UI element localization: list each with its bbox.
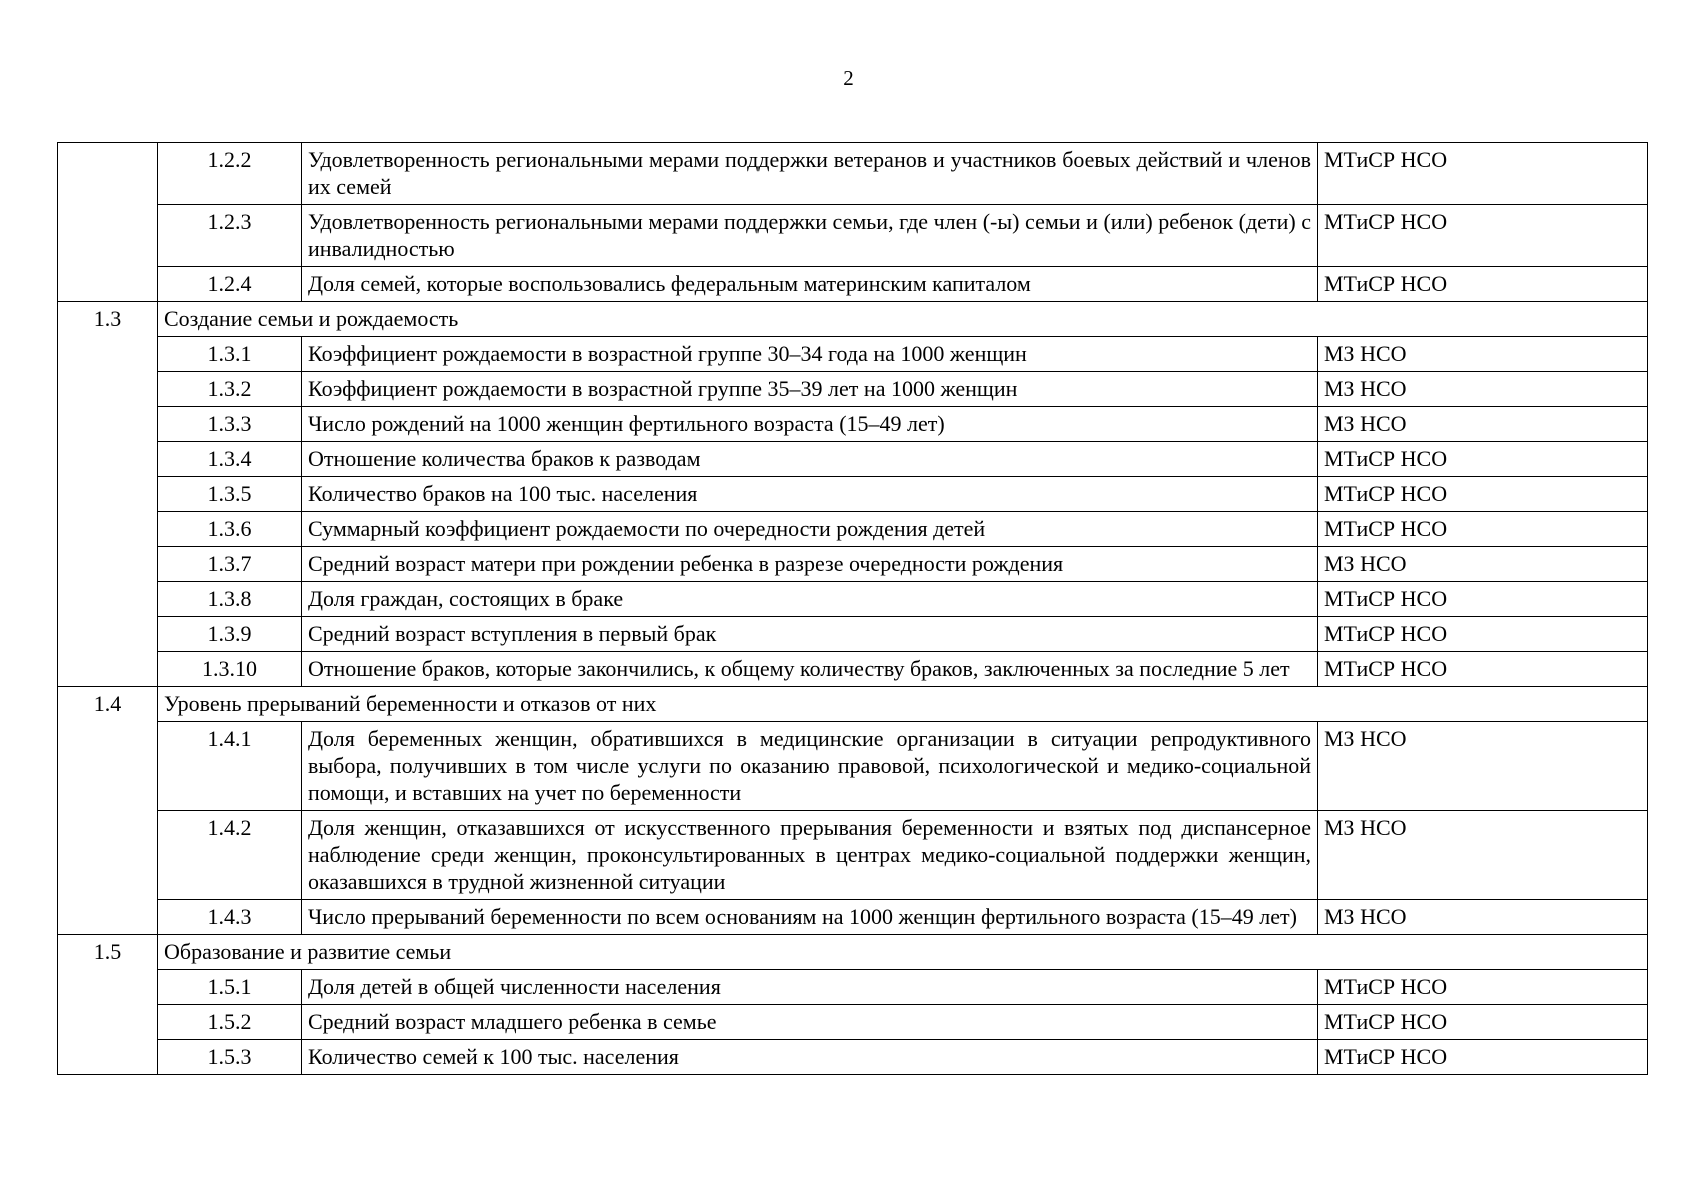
table-row (58, 652, 1648, 687)
indicator-code: 1.4.2 (158, 811, 302, 900)
responsible-org: МЗ НСО (1318, 811, 1648, 900)
indicator-name: Удовлетворенность региональными мерами поддержки ветеранов и участников боевых действий и членов их семей (302, 143, 1318, 205)
indicator-code: 1.3.10 (158, 652, 302, 687)
table-row (58, 442, 1648, 477)
responsible-org: МТиСР НСО (1318, 143, 1648, 205)
indicator-name: Доля детей в общей численности населения (302, 970, 1318, 1005)
indicator-name: Суммарный коэффициент рождаемости по очередности рождения детей (302, 512, 1318, 547)
indicator-name: Количество браков на 100 тыс. населения (302, 477, 1318, 512)
section-header-row (58, 687, 1648, 722)
indicator-code: 1.3.5 (158, 477, 302, 512)
indicator-code: 1.3.6 (158, 512, 302, 547)
section-header-row (58, 302, 1648, 337)
indicator-name: Средний возраст вступления в первый брак (302, 617, 1318, 652)
responsible-org: МЗ НСО (1318, 372, 1648, 407)
indicator-code: 1.3.8 (158, 582, 302, 617)
indicator-name: Средний возраст матери при рождении ребенка в разрезе очередности рождения (302, 547, 1318, 582)
indicator-code: 1.5.3 (158, 1040, 302, 1075)
responsible-org: МТиСР НСО (1318, 652, 1648, 687)
responsible-org: МЗ НСО (1318, 547, 1648, 582)
table-row (58, 970, 1648, 1005)
table-row (58, 512, 1648, 547)
section-header-row (58, 935, 1648, 970)
indicator-name: Число рождений на 1000 женщин фертильного возраста (15–49 лет) (302, 407, 1318, 442)
indicator-code: 1.5.2 (158, 1005, 302, 1040)
indicator-name: Доля женщин, отказавшихся от искусственного прерывания беременности и взятых под диспансерное наблюдение среди женщин, проконсультированных в центрах медико-социальной поддержки женщин, оказавшихся в трудной жизненной ситуации (302, 811, 1318, 900)
responsible-org: МЗ НСО (1318, 722, 1648, 811)
table-row (58, 337, 1648, 372)
indicator-code: 1.3.2 (158, 372, 302, 407)
indicators-table (57, 142, 1648, 1075)
indicator-name: Отношение количества браков к разводам (302, 442, 1318, 477)
responsible-org: МТиСР НСО (1318, 1005, 1648, 1040)
indicator-name: Средний возраст младшего ребенка в семье (302, 1005, 1318, 1040)
responsible-org: МТиСР НСО (1318, 267, 1648, 302)
indicator-name: Доля семей, которые воспользовались федеральным материнским капиталом (302, 267, 1318, 302)
responsible-org: МЗ НСО (1318, 407, 1648, 442)
table-row (58, 477, 1648, 512)
responsible-org: МТиСР НСО (1318, 477, 1648, 512)
indicator-name: Доля беременных женщин, обратившихся в медицинские организации в ситуации репродуктивного выбора, получивших в том числе услуги по оказанию правовой, психологической и медико-социальной помощи, и вставших на учет по беременности (302, 722, 1318, 811)
table-row (58, 267, 1648, 302)
responsible-org: МТиСР НСО (1318, 970, 1648, 1005)
indicator-name: Коэффициент рождаемости в возрастной группе 35–39 лет на 1000 женщин (302, 372, 1318, 407)
indicator-name: Число прерываний беременности по всем основаниям на 1000 женщин фертильного возраста (15–49 лет) (302, 900, 1318, 935)
indicator-name: Количество семей к 100 тыс. населения (302, 1040, 1318, 1075)
responsible-org: МТиСР НСО (1318, 442, 1648, 477)
table-row (58, 1005, 1648, 1040)
indicator-code: 1.3.3 (158, 407, 302, 442)
indicator-name: Коэффициент рождаемости в возрастной группе 30–34 года на 1000 женщин (302, 337, 1318, 372)
section-code: 1.3 (58, 302, 158, 687)
indicator-code: 1.2.3 (158, 205, 302, 267)
indicator-code: 1.2.4 (158, 267, 302, 302)
table-row (58, 407, 1648, 442)
table-row (58, 547, 1648, 582)
indicator-code: 1.3.4 (158, 442, 302, 477)
indicator-code: 1.4.3 (158, 900, 302, 935)
table-row (58, 900, 1648, 935)
section-code: 1.5 (58, 935, 158, 1075)
indicator-name: Доля граждан, состоящих в браке (302, 582, 1318, 617)
table-row (58, 205, 1648, 267)
table-row (58, 1040, 1648, 1075)
section-title: Уровень прерываний беременности и отказов от них (158, 687, 1648, 722)
responsible-org: МТиСР НСО (1318, 1040, 1648, 1075)
table-row (58, 582, 1648, 617)
indicator-code: 1.5.1 (158, 970, 302, 1005)
indicators-table-body (58, 143, 1648, 1075)
section-title: Создание семьи и рождаемость (158, 302, 1648, 337)
responsible-org: МТиСР НСО (1318, 617, 1648, 652)
section-code: 1.4 (58, 687, 158, 935)
responsible-org: МТиСР НСО (1318, 512, 1648, 547)
table-row (58, 722, 1648, 811)
table-row (58, 617, 1648, 652)
indicator-name: Удовлетворенность региональными мерами поддержки семьи, где член (-ы) семьи и (или) ребенок (дети) с инвалидностью (302, 205, 1318, 267)
indicator-name: Отношение браков, которые закончились, к общему количеству браков, заключенных за последние 5 лет (302, 652, 1318, 687)
responsible-org: МЗ НСО (1318, 900, 1648, 935)
indicator-code: 1.3.7 (158, 547, 302, 582)
responsible-org: МЗ НСО (1318, 337, 1648, 372)
indicator-code: 1.3.1 (158, 337, 302, 372)
section-title: Образование и развитие семьи (158, 935, 1648, 970)
responsible-org: МТиСР НСО (1318, 205, 1648, 267)
indicator-code: 1.2.2 (158, 143, 302, 205)
table-row (58, 143, 1648, 205)
section-code (58, 143, 158, 302)
page-number: 2 (843, 66, 854, 90)
indicator-code: 1.3.9 (158, 617, 302, 652)
table-row (58, 811, 1648, 900)
responsible-org: МТиСР НСО (1318, 582, 1648, 617)
table-row (58, 372, 1648, 407)
indicator-code: 1.4.1 (158, 722, 302, 811)
